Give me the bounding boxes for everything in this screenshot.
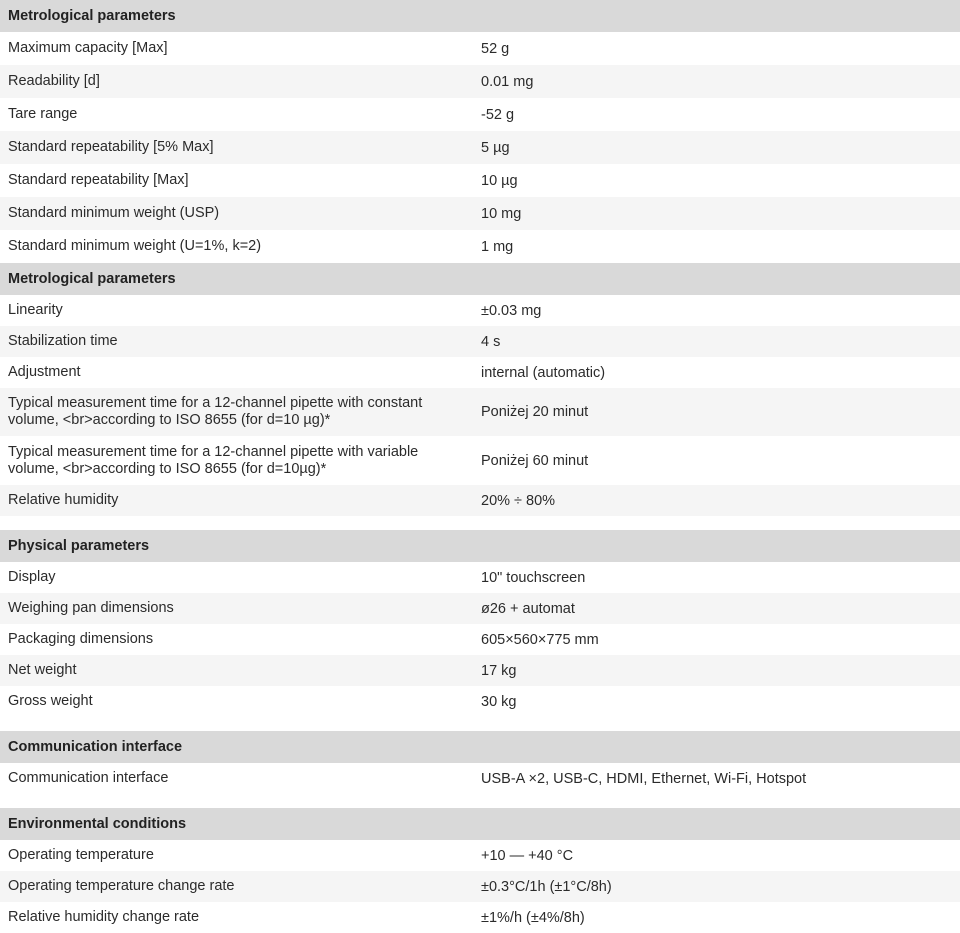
spec-label: Typical measurement time for a 12-channel pipette with constant volume, <br>according to ISO 8655 (for d=10 µg)* — [8, 395, 423, 428]
spec-value: 17 kg — [481, 662, 517, 679]
spec-value: 605×560×775 mm — [481, 631, 599, 648]
spec-label: Net weight — [8, 662, 77, 678]
spec-label: Adjustment — [8, 364, 81, 380]
spec-value: 10 µg — [481, 172, 518, 189]
spec-row — [0, 902, 960, 933]
spec-value: 10" touchscreen — [481, 569, 586, 586]
spec-row — [0, 871, 960, 902]
spec-row — [0, 164, 960, 197]
spec-value: Poniżej 20 minut — [481, 404, 589, 420]
section-spacer — [0, 794, 960, 808]
spec-row — [0, 65, 960, 98]
spec-label: Standard minimum weight (USP) — [8, 205, 220, 221]
spec-row — [0, 655, 960, 686]
spec-label: Readability [d] — [8, 73, 100, 89]
spec-row — [0, 326, 960, 357]
section-environmental — [0, 808, 960, 933]
spec-label: Operating temperature change rate — [8, 878, 235, 894]
spec-value: ±1%/h (±4%/8h) — [481, 909, 585, 926]
spec-value: 52 g — [481, 40, 510, 57]
spec-row — [0, 98, 960, 131]
spec-row — [0, 388, 960, 436]
section-header: Environmental conditions — [0, 808, 960, 840]
section-header: Physical parameters — [0, 530, 960, 562]
section-communication — [0, 731, 960, 794]
spec-value: ±0.3°C/1h (±1°C/8h) — [481, 878, 612, 895]
spec-label: Gross weight — [8, 693, 93, 709]
spec-label: Relative humidity change rate — [8, 909, 200, 925]
spec-row — [0, 32, 960, 65]
spec-row — [0, 593, 960, 624]
spec-row — [0, 562, 960, 593]
spec-label: Standard minimum weight (U=1%, k=2) — [8, 238, 262, 254]
spec-label: Linearity — [8, 302, 63, 318]
spec-value: 0.01 mg — [481, 73, 534, 90]
spec-value: USB-A ×2, USB-C, HDMI, Ethernet, Wi-Fi, Hotspot — [481, 770, 807, 787]
spec-value: 1 mg — [481, 238, 514, 255]
spec-label: Standard repeatability [5% Max] — [8, 139, 214, 155]
spec-value: ø26 + automat — [481, 600, 575, 617]
section-spacer — [0, 516, 960, 530]
section-header: Metrological parameters — [0, 0, 960, 32]
spec-label: Communication interface — [8, 770, 169, 786]
spec-label: Stabilization time — [8, 333, 118, 349]
spec-label: Packaging dimensions — [8, 631, 154, 647]
spec-label: Maximum capacity [Max] — [8, 40, 168, 56]
spec-label: Operating temperature — [8, 847, 154, 863]
spec-value: 20% ÷ 80% — [481, 492, 556, 509]
spec-value: ±0.03 mg — [481, 302, 542, 319]
spec-value: Poniżej 60 minut — [481, 452, 589, 469]
spec-row — [0, 840, 960, 871]
section-metrological-1 — [0, 0, 960, 263]
spec-row — [0, 131, 960, 164]
section-physical — [0, 530, 960, 717]
spec-value: 30 kg — [481, 693, 517, 710]
spec-row — [0, 197, 960, 230]
section-header: Metrological parameters — [0, 263, 960, 295]
spec-label: Relative humidity — [8, 492, 119, 508]
spec-label: Display — [8, 569, 56, 585]
spec-row — [0, 485, 960, 516]
spec-value: -52 g — [481, 106, 515, 123]
spec-label: Weighing pan dimensions — [8, 600, 174, 616]
spec-value: +10 — +40 °C — [481, 847, 574, 864]
spec-row — [0, 763, 960, 794]
section-header: Communication interface — [0, 731, 960, 763]
spec-value: 5 µg — [481, 139, 510, 156]
section-spacer — [0, 717, 960, 731]
spec-row — [0, 295, 960, 326]
spec-row — [0, 230, 960, 263]
spec-row — [0, 686, 960, 717]
spec-value: 4 s — [481, 333, 501, 350]
spec-row — [0, 357, 960, 388]
spec-row — [0, 436, 960, 485]
spec-value: internal (automatic) — [481, 364, 606, 381]
spec-row — [0, 624, 960, 655]
spec-label: Tare range — [8, 106, 78, 122]
section-metrological-2 — [0, 263, 960, 516]
spec-value: 10 mg — [481, 205, 522, 222]
spec-label: Typical measurement time for a 12-channel pipette with variable volume, <br>according to ISO 8655 (for d=10µg)* — [8, 443, 419, 477]
spec-label: Standard repeatability [Max] — [8, 172, 189, 188]
